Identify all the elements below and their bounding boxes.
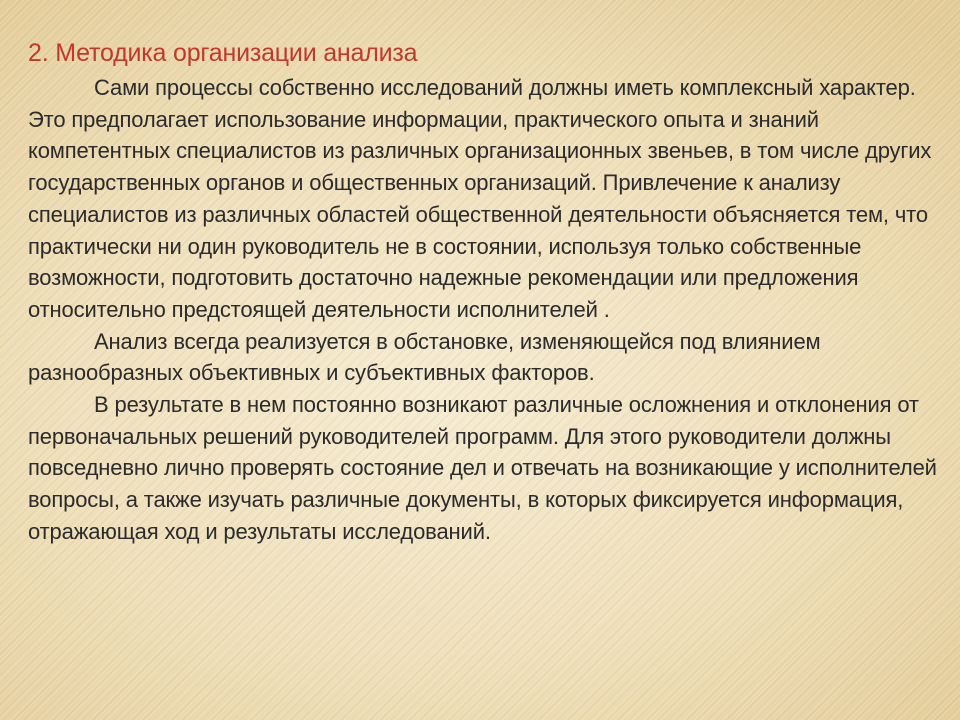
slide-title: 2. Методика организации анализа bbox=[28, 39, 418, 67]
paragraph-2: Анализ всегда реализуется в обстановке, изменяющейся под влиянием разнообразных объективных и субъективных факторов. bbox=[28, 328, 821, 386]
paragraph-1: Сами процессы собственно исследований должны иметь комплексный характер. Это предполагает использование информации, практического опыта и знаний компетентных специалистов из различных организационных звеньев, в том числе других государственных органов и общественных организаций. Привлечение к анализу специалистов из различных областей общественной деятельности объясняется тем, что практически ни один руководитель не в состоянии, используя только собственные возможности, подготовить достаточно надежные рекомендации или предложения относительно предстоящей деятельности исполнителей . bbox=[28, 75, 932, 322]
slide-body bbox=[28, 72, 938, 548]
paragraph-3: В результате в нем постоянно возникают различные осложнения и отклонения от первоначальных решений руководителей программ. Для этого руководители должны повседневно лично проверять состояние дел и отвечать на возникающие у исполнителей вопросы, а также изучать различные документы, в которых фиксируется информация, отражающая ход и результаты исследований. bbox=[28, 392, 937, 544]
